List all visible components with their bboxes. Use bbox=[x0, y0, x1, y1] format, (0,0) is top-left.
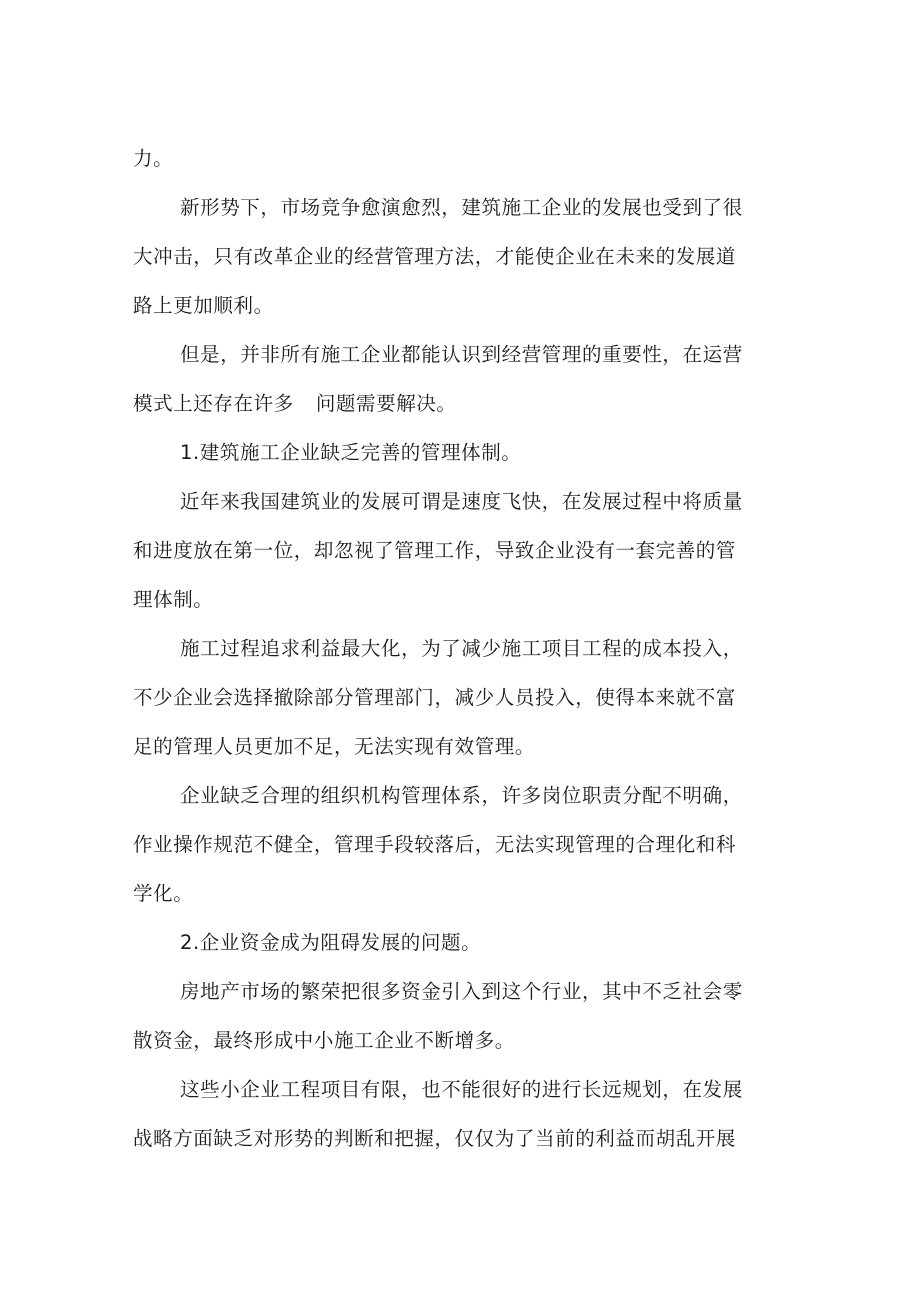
section-heading: 1.建筑施工企业缺乏完善的管理体制。 bbox=[180, 441, 522, 464]
text-line: 学化。 bbox=[133, 882, 194, 905]
text-line: 足的管理人员更加不足，无法实现有效管理。 bbox=[133, 735, 536, 758]
text-line: 和进度放在第一位，却忽视了管理工作，导致企业没有一套完善的管 bbox=[133, 539, 737, 562]
text-line: 理体制。 bbox=[133, 588, 214, 611]
text-line: 路上更加顺利。 bbox=[133, 294, 274, 317]
text-line: 散资金，最终形成中小施工企业不断增多。 bbox=[133, 1029, 515, 1052]
text-line: 大冲击，只有改革企业的经营管理方法，才能使企业在未来的发展道 bbox=[133, 245, 737, 268]
text-line bbox=[133, 390, 457, 418]
text-line: 战略方面缺乏对形势的判断和把握，仅仅为了当前的利益而胡乱开展 bbox=[133, 1127, 737, 1150]
text-line: 但是，并非所有施工企业都能认识到经营管理的重要性，在运营 bbox=[180, 343, 743, 366]
text-line: 施工过程追求利益最大化，为了减少施工项目工程的成本投入， bbox=[180, 637, 743, 660]
text-line: 企业缺乏合理的组织机构管理体系，许多岗位职责分配不明确， bbox=[180, 784, 743, 807]
text-line: 新形势下，市场竞争愈演愈烈，建筑施工企业的发展也受到了很 bbox=[180, 196, 743, 219]
text-line: 作业操作规范不健全，管理手段较落后，无法实现管理的合理化和科 bbox=[133, 833, 737, 856]
text-line: 近年来我国建筑业的发展可谓是速度飞快，在发展过程中将质量 bbox=[180, 490, 743, 513]
text-segment: 问题需要解决。 bbox=[315, 392, 457, 415]
section-heading: 2.企业资金成为阻碍发展的问题。 bbox=[180, 931, 482, 954]
text-line: 房地产市场的繁荣把很多资金引入到这个行业，其中不乏社会零 bbox=[180, 980, 743, 1003]
text-line: 不少企业会选择撤除部分管理部门，减少人员投入，使得本来就不富 bbox=[133, 686, 737, 709]
text-segment: 模式上还存在许多 bbox=[133, 392, 294, 415]
text-line: 力。 bbox=[133, 147, 174, 170]
text-line: 这些小企业工程项目有限，也不能很好的进行长远规划，在发展 bbox=[180, 1078, 743, 1101]
